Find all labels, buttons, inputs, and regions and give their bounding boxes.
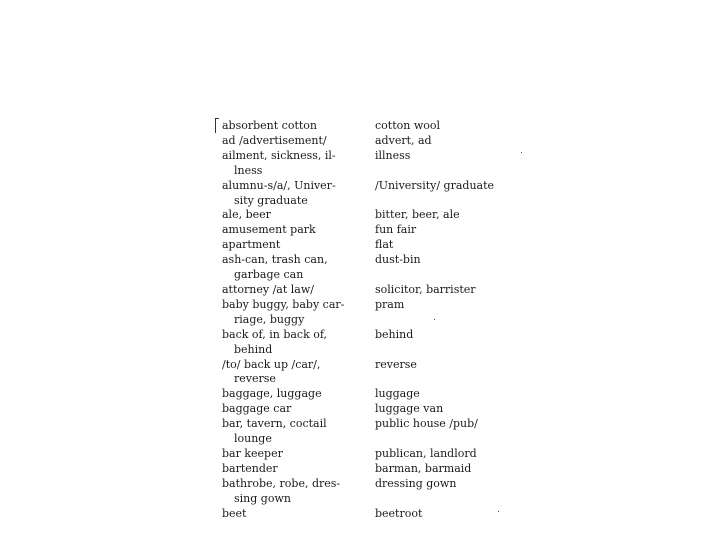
american-term-line: ale, beer: [222, 208, 271, 222]
american-term: [222, 358, 375, 388]
american-term-line: sity graduate: [234, 193, 308, 207]
american-term-line: reverse: [234, 372, 276, 386]
american-term-line: baby buggy, baby car-: [222, 297, 345, 311]
british-term: advert, ad: [375, 133, 432, 147]
british-term: luggage: [375, 387, 420, 401]
british-term: publican, landlord: [375, 446, 477, 460]
american-term-line: alumnu-s/a/, Univer-: [222, 178, 336, 192]
american-term-line: bartender: [222, 461, 278, 475]
glossary-entry: [222, 298, 512, 328]
glossary-entry: [222, 283, 512, 298]
british-term: public house /pub/: [375, 417, 478, 431]
american-term-line: attorney /at law/: [222, 282, 314, 296]
scan-speck: [521, 152, 522, 153]
glossary-entry: [222, 507, 512, 522]
american-term-line: back of, in back of,: [222, 327, 328, 341]
american-term-line: /to/ back up /car/,: [222, 357, 321, 371]
american-term: [222, 253, 375, 283]
american-term: [222, 507, 375, 522]
american-term-line: ailment, sickness, il-: [222, 148, 336, 162]
british-term: cotton wool: [375, 119, 441, 132]
american-term-line: lness: [234, 163, 263, 177]
glossary-entry: [222, 417, 512, 447]
american-term: [222, 283, 375, 298]
american-term: [222, 462, 375, 477]
glossary-entry: [222, 223, 512, 238]
american-term-line: amusement park: [222, 223, 316, 237]
glossary-entry: [222, 358, 512, 388]
british-term: illness: [375, 148, 411, 162]
british-term: bitter, beer, ale: [375, 208, 460, 222]
british-term: beetroot: [375, 506, 423, 520]
american-term: [222, 447, 375, 462]
american-term-line: behind: [234, 342, 273, 356]
british-term: flat: [375, 238, 394, 252]
american-term: [222, 298, 375, 328]
american-term-line: baggage car: [222, 402, 292, 416]
american-term-line: lounge: [234, 432, 272, 446]
american-term-line: sing gown: [234, 491, 291, 505]
glossary-table: [222, 119, 512, 521]
glossary-entry: [222, 208, 512, 223]
glossary-entry: [222, 462, 512, 477]
american-term-line: beet: [222, 506, 247, 520]
british-term: /University/ graduate: [375, 178, 495, 192]
american-term-line: ad /advertisement/: [222, 133, 327, 147]
american-term: [222, 223, 375, 238]
margin-bracket-mark: [215, 118, 219, 133]
american-term: [222, 387, 375, 402]
american-term: [222, 149, 375, 179]
american-term-line: bathrobe, robe, dres-: [222, 476, 341, 490]
british-term: barman, barmaid: [375, 461, 472, 475]
glossary-entry: [222, 253, 512, 283]
glossary-entry: [222, 477, 512, 507]
american-term-line: baggage, luggage: [222, 387, 322, 401]
american-term-line: absorbent cotton: [222, 119, 318, 132]
american-term: [222, 134, 375, 149]
american-term: [222, 328, 375, 358]
british-term: behind: [375, 327, 414, 341]
american-term-line: garbage can: [234, 268, 304, 282]
american-term-line: bar keeper: [222, 446, 283, 460]
british-term: fun fair: [375, 223, 417, 237]
american-term-line: ash-can, trash can,: [222, 253, 328, 267]
american-term: [222, 119, 375, 134]
glossary-entry: [222, 119, 512, 134]
glossary-entry: [222, 134, 512, 149]
british-term: pram: [375, 297, 405, 311]
american-term: [222, 477, 375, 507]
british-term: dressing gown: [375, 476, 457, 490]
british-term: reverse: [375, 357, 417, 371]
glossary-entry: [222, 328, 512, 358]
glossary-entry: [222, 149, 512, 179]
glossary-entry: [222, 402, 512, 417]
glossary-entry: [222, 238, 512, 253]
american-term: [222, 402, 375, 417]
glossary-entry: [222, 387, 512, 402]
american-term: [222, 238, 375, 253]
american-term-line: apartment: [222, 238, 281, 252]
british-term: luggage van: [375, 402, 444, 416]
american-term-line: bar, tavern, coctail: [222, 417, 327, 431]
british-term: dust-bin: [375, 253, 421, 267]
american-term: [222, 179, 375, 209]
glossary-entry: [222, 179, 512, 209]
glossary-entry: [222, 447, 512, 462]
british-term: solicitor, barrister: [375, 282, 476, 296]
american-term: [222, 208, 375, 223]
american-term-line: riage, buggy: [234, 312, 305, 326]
american-term: [222, 417, 375, 447]
